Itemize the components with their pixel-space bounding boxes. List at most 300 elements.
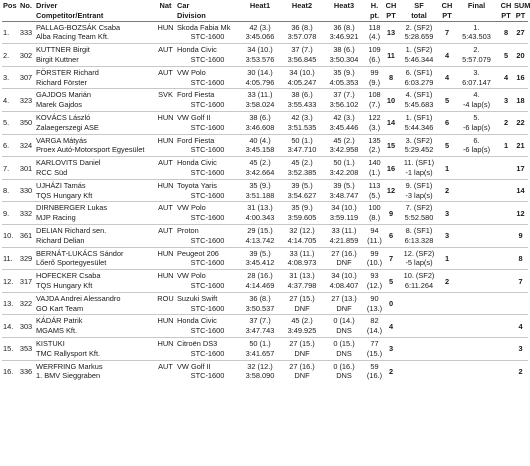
car-model: Proton [176, 224, 239, 235]
championship-points-heats: 5 [384, 270, 398, 293]
heat3-time: DNS [336, 348, 352, 358]
final-position: 3. [454, 66, 499, 77]
championship-points-heats: 12 [384, 179, 398, 202]
sum-points: 14 [513, 179, 528, 202]
final-position [454, 224, 499, 235]
nationality-blank [155, 281, 176, 292]
heat1-time: 3:51.188 [245, 190, 275, 200]
position-cell: 16. [2, 360, 17, 382]
nationality-blank [155, 236, 176, 247]
division-cell: STC-1600 [190, 190, 225, 200]
table-row [2, 134, 528, 145]
heat1-time: 3:45.158 [245, 145, 275, 155]
header-final: Final [454, 0, 499, 21]
heat3-points: 0 (16.) [323, 360, 365, 371]
final-time: 6:07.147 [462, 77, 491, 87]
position-cell: 10. [2, 224, 17, 247]
heat3-time: 3:46.921 [329, 32, 359, 42]
championship-points-heats: 3 [384, 337, 398, 360]
heat2-time: DNF [294, 348, 310, 358]
championship-points-final [499, 202, 513, 225]
heat3-time: DNS [336, 326, 352, 336]
car-number-cell: 301 [17, 157, 35, 180]
car-number-cell: 324 [17, 134, 35, 157]
heat2-time: 3:49.925 [287, 326, 317, 336]
heat1-time: 4:00.343 [245, 213, 275, 223]
heat1-time: 3:41.657 [245, 348, 275, 358]
table-row [2, 270, 528, 281]
division-cell: STC-1600 [190, 326, 225, 336]
header-ch2-label: CH [441, 1, 453, 10]
heat2-time: 4:08.973 [287, 258, 317, 268]
final-time [454, 371, 499, 382]
heat3-time: 3:48.747 [329, 190, 359, 200]
heat2-points: 36 (8.) [281, 21, 323, 32]
table-row [2, 224, 528, 235]
semi-final-time: 5:29.452 [404, 145, 434, 155]
position-cell: 14. [2, 315, 17, 338]
division-cell: STC-1600 [190, 258, 225, 268]
heat2-time: 3:54.627 [287, 190, 317, 200]
final-position [454, 179, 499, 190]
final-time [454, 258, 499, 269]
heat-points-rank: (1.) [368, 167, 381, 177]
heat1-points: 36 (8.) [239, 292, 281, 303]
final-time: -4 lap(s) [462, 100, 491, 110]
entrant-name: MJP Racing [36, 213, 76, 223]
nationality-blank [155, 258, 176, 269]
table-row [2, 157, 528, 168]
heat2-time: 3:59.605 [287, 213, 317, 223]
championship-points-final [499, 157, 513, 180]
championship-points-heats: 14 [384, 111, 398, 134]
nationality-cell: HUN [155, 179, 176, 190]
heat3-points: 27 (13.) [323, 292, 365, 303]
nationality-cell: AUT [155, 360, 176, 371]
header-ch-label: CH [385, 1, 397, 10]
championship-points-heats: 9 [384, 202, 398, 225]
heat3-time: 3:50.304 [329, 54, 359, 64]
position-cell: 8. [2, 179, 17, 202]
championship-points-final [499, 337, 513, 360]
heat3-points: 0 (14.) [323, 315, 365, 326]
entrant-name: Marek Gajdos [36, 100, 83, 110]
sum-points: 4 [513, 315, 528, 338]
heat2-points: 32 (12.) [281, 224, 323, 235]
sum-points: 22 [513, 111, 528, 134]
heat3-time: DNS [336, 371, 352, 381]
car-number-cell: 332 [17, 202, 35, 225]
table-row [2, 202, 528, 213]
entrant-name: Birgit Kuttner [36, 54, 79, 64]
header-total-label: total [411, 10, 427, 20]
nationality-blank [155, 168, 176, 179]
semi-final-time [398, 304, 440, 315]
final-position [454, 202, 499, 213]
heat1-points: 40 (4.) [239, 134, 281, 145]
heat-points-total: 59 [365, 360, 384, 371]
championship-points-semi: 5 [440, 89, 454, 112]
position-cell: 13. [2, 292, 17, 315]
heat1-points: 38 (6.) [239, 111, 281, 122]
final-time [454, 326, 499, 337]
heat3-time: 3:42.958 [329, 145, 359, 155]
championship-points-semi [440, 292, 454, 315]
semi-final-time [398, 371, 440, 382]
championship-points-semi: 5 [440, 134, 454, 157]
car-number-cell: 330 [17, 179, 35, 202]
heat3-points: 34 (10.) [323, 202, 365, 213]
nationality-cell: SVK [155, 89, 176, 100]
driver-name: VAJDA Andrei Alessandro [35, 292, 155, 303]
heat-points-total: 77 [365, 337, 384, 348]
heat2-points: 39 (5.) [281, 179, 323, 190]
car-model: Suzuki Swift [176, 292, 239, 303]
entrant-name: 1. BMV Sieggraben [36, 371, 101, 381]
final-position [454, 292, 499, 303]
header-car-label: Car [177, 1, 190, 10]
heat2-points: 42 (3.) [281, 111, 323, 122]
entrant-name: TQS Hungary Kft [36, 280, 93, 290]
heat-points-rank: (8.) [368, 213, 381, 223]
heat-points-total: 90 [365, 292, 384, 303]
heat1-points: 28 (16.) [239, 270, 281, 281]
heat-points-rank: (16.) [366, 371, 383, 381]
driver-name: KUTTNER Birgit [35, 44, 155, 55]
entrant-name: Richard Delian [36, 235, 85, 245]
header-sf-label: SF [414, 1, 424, 10]
championship-points-final [499, 224, 513, 247]
car-number-cell: 307 [17, 66, 35, 89]
heat1-time: 4:14.469 [245, 280, 275, 290]
sum-points: 16 [513, 66, 528, 89]
entrant-name: GO Kart Team [36, 303, 84, 313]
heat2-points: 27 (15.) [281, 292, 323, 303]
car-model: Honda Civic [176, 157, 239, 168]
heat1-points: 31 (13.) [239, 202, 281, 213]
semi-final-position [398, 360, 440, 371]
heat2-points: 50 (1.) [281, 134, 323, 145]
championship-points-final [499, 315, 513, 338]
nationality-blank [155, 349, 176, 360]
heat-points-total: 109 [365, 44, 384, 55]
sum-points: 27 [513, 21, 528, 44]
division-cell: STC-1600 [190, 235, 225, 245]
heat2-time: 3:52.385 [287, 167, 317, 177]
header-no: No. [17, 0, 35, 21]
heat1-points: 42 (3.) [239, 21, 281, 32]
final-position: 6. [454, 134, 499, 145]
heat2-time: DNF [294, 303, 310, 313]
championship-points-final [499, 270, 513, 293]
sum-points: 9 [513, 224, 528, 247]
division-cell: STC-1600 [190, 100, 225, 110]
table-row [2, 360, 528, 371]
heat3-time: DNF [336, 258, 352, 268]
heat3-time: 4:08.407 [329, 280, 359, 290]
entrant-name: MGAMS Kft. [36, 326, 78, 336]
table-row [2, 66, 528, 77]
position-cell: 3. [2, 66, 17, 89]
heat-points-total: 122 [365, 111, 384, 122]
nationality-blank [155, 371, 176, 382]
heat3-time: 3:59.119 [329, 213, 359, 223]
car-number-cell: 361 [17, 224, 35, 247]
division-cell: STC-1600 [190, 213, 225, 223]
semi-final-position: 8. (SF1) [398, 224, 440, 235]
heat3-points: 37 (7.) [323, 89, 365, 100]
heat2-points: 35 (9.) [281, 202, 323, 213]
heat3-points: 39 (5.) [323, 179, 365, 190]
division-cell: STC-1600 [190, 122, 225, 132]
semi-final-position: 11. (SF1) [398, 157, 440, 168]
championship-points-final: 1 [499, 134, 513, 157]
position-cell: 6. [2, 134, 17, 157]
championship-points-heats: 2 [384, 360, 398, 382]
championship-points-final: 2 [499, 111, 513, 134]
heat2-time: 3:57.078 [287, 32, 317, 42]
heat2-points: 38 (6.) [281, 89, 323, 100]
position-cell: 15. [2, 337, 17, 360]
heat-points-total: 118 [365, 21, 384, 32]
header-sum-label: SUM [514, 1, 530, 10]
sum-points: 2 [513, 360, 528, 382]
semi-final-time: -5 lap(s) [405, 258, 433, 268]
final-time [454, 213, 499, 224]
semi-final-position: 10. (SF2) [398, 270, 440, 281]
heat-points-rank: (6.) [368, 54, 381, 64]
nationality-cell: ROU [155, 292, 176, 303]
semi-final-position: 2. (SF2) [398, 21, 440, 32]
table-row [2, 89, 528, 100]
heat3-time: 3:42.208 [329, 167, 359, 177]
heat3-points: 0 (15.) [323, 337, 365, 348]
heat1-points: 37 (7.) [239, 315, 281, 326]
championship-points-semi: 1 [440, 247, 454, 270]
header-nat: Nat [155, 0, 176, 21]
semi-final-position: 7. (SF2) [398, 202, 440, 213]
entrant-name: TQS Hungary Kft [36, 190, 93, 200]
heat1-points: 32 (12.) [239, 360, 281, 371]
championship-points-heats: 11 [384, 44, 398, 67]
header-heat3: Heat3 [323, 0, 365, 21]
car-model: Ford Fiesta [176, 134, 239, 145]
nationality-cell: AUT [155, 44, 176, 55]
final-position: 1. [454, 21, 499, 32]
table-row [2, 21, 528, 32]
final-time: -6 lap(s) [462, 145, 491, 155]
table-row [2, 315, 528, 326]
semi-final-time [398, 349, 440, 360]
semi-final-time: 5:44.346 [404, 122, 434, 132]
semi-final-time: 6:13.328 [404, 235, 434, 245]
header-heat2: Heat2 [281, 0, 323, 21]
car-model: VW Polo [176, 66, 239, 77]
division-cell: STC-1600 [190, 371, 225, 381]
championship-points-heats: 0 [384, 292, 398, 315]
header-ch-pt-label: PT [386, 10, 396, 20]
final-position [454, 247, 499, 258]
nationality-blank [155, 213, 176, 224]
division-cell: STC-1600 [190, 54, 225, 64]
championship-points-semi [440, 337, 454, 360]
sum-points: 17 [513, 157, 528, 180]
table-row [2, 44, 528, 55]
heat-points-total: 82 [365, 315, 384, 326]
driver-name: DELIAN Richard sen. [35, 224, 155, 235]
semi-final-time: 5:52.580 [404, 213, 434, 223]
division-cell: STC-1600 [190, 145, 225, 155]
heat1-time: 3:45.066 [245, 32, 275, 42]
heat-points-total: 99 [365, 66, 384, 77]
heat3-points: 27 (16.) [323, 247, 365, 258]
heat1-time: 3:50.537 [245, 303, 275, 313]
header-ch3-pt [499, 0, 513, 21]
heat1-time: 4:05.796 [245, 77, 275, 87]
entrant-name: TMC Rallysport Kft. [36, 348, 101, 358]
nationality-blank [155, 78, 176, 89]
championship-points-heats: 10 [384, 89, 398, 112]
championship-points-semi: 4 [440, 44, 454, 67]
final-position [454, 360, 499, 371]
heat3-time: 4:21.859 [329, 235, 359, 245]
heat3-points: 38 (6.) [323, 44, 365, 55]
header-ch2-pt [440, 0, 454, 21]
heat2-points: 27 (15.) [281, 337, 323, 348]
car-number-cell: 302 [17, 44, 35, 67]
header-division-label: Division [177, 10, 206, 20]
championship-points-semi: 4 [440, 66, 454, 89]
semi-final-position: 1. (SF1) [398, 111, 440, 122]
sum-points: 8 [513, 247, 528, 270]
heat-points-rank: (3.) [368, 122, 381, 132]
semi-final-position: 1. (SF2) [398, 44, 440, 55]
semi-final-time [398, 326, 440, 337]
heat-points-total: 94 [365, 224, 384, 235]
championship-points-final: 8 [499, 21, 513, 44]
nationality-cell: HUN [155, 315, 176, 326]
heat-points-rank: (11.) [367, 235, 382, 245]
nationality-blank [155, 100, 176, 111]
final-time [454, 168, 499, 179]
table-row [2, 292, 528, 303]
division-cell: STC-1600 [190, 280, 225, 290]
heat2-time: 3:55.433 [287, 100, 317, 110]
header-pos: Pos [2, 0, 17, 21]
championship-points-final: 5 [499, 44, 513, 67]
heat3-time: 3:56.102 [329, 100, 359, 110]
championship-points-final [499, 360, 513, 382]
heat-points-total: 108 [365, 89, 384, 100]
driver-name: KISTUKI [35, 337, 155, 348]
car-model: Peugeot 206 [176, 247, 239, 258]
heat2-points: 45 (2.) [281, 157, 323, 168]
header-sum-pt [513, 0, 528, 21]
final-position [454, 157, 499, 168]
semi-final-position [398, 337, 440, 348]
position-cell: 7. [2, 157, 17, 180]
driver-name: FÖRSTER Richard [35, 66, 155, 77]
sum-points: 3 [513, 337, 528, 360]
division-cell: STC-1600 [190, 32, 225, 42]
nationality-blank [155, 145, 176, 156]
header-heat-points [365, 0, 384, 21]
car-model: VW Golf II [176, 111, 239, 122]
position-cell: 5. [2, 111, 17, 134]
heat1-points: 50 (1.) [239, 337, 281, 348]
championship-points-heats: 8 [384, 66, 398, 89]
car-model: Citroën DS3 [176, 337, 239, 348]
semi-final-time: 5:28.659 [404, 32, 434, 42]
championship-points-semi: 3 [440, 224, 454, 247]
driver-name: VARGA Mátyás [35, 134, 155, 145]
header-h-label: H. [370, 1, 379, 10]
final-time [454, 349, 499, 360]
header-car [176, 0, 239, 21]
heat-points-rank: (2.) [368, 145, 381, 155]
heat-points-rank: (12.) [366, 280, 383, 290]
heat3-points: 33 (11.) [323, 224, 365, 235]
championship-points-semi: 1 [440, 157, 454, 180]
final-position [454, 315, 499, 326]
championship-points-heats: 6 [384, 224, 398, 247]
championship-points-final: 4 [499, 66, 513, 89]
table-row [2, 111, 528, 122]
semi-final-time: -1 lap(s) [405, 167, 433, 177]
driver-name: KARLOVITS Daniel [35, 157, 155, 168]
car-number-cell: 329 [17, 247, 35, 270]
nationality-blank [155, 123, 176, 134]
heat1-points: 29 (15.) [239, 224, 281, 235]
header-sum-pt-label: PT [515, 10, 526, 20]
sum-points: 20 [513, 44, 528, 67]
sum-points: 18 [513, 89, 528, 112]
nationality-cell: AUT [155, 66, 176, 77]
driver-name: PALLAG-BOZSÁK Csaba [35, 21, 155, 32]
car-number-cell: 350 [17, 111, 35, 134]
nationality-cell: AUT [155, 157, 176, 168]
heat-points-total: 140 [365, 157, 384, 168]
heat1-time: 3:42.664 [245, 167, 275, 177]
heat3-time: 3:45.446 [329, 122, 359, 132]
heat-points-rank: (14.) [366, 326, 383, 336]
final-position: 5. [454, 111, 499, 122]
car-model: VW Polo [176, 270, 239, 281]
heat3-time: DNF [336, 303, 352, 313]
championship-points-semi: 6 [440, 111, 454, 134]
driver-name: KÁDÁR Patrik [35, 315, 155, 326]
championship-points-heats: 13 [384, 21, 398, 44]
car-model: Ford Fiesta [176, 89, 239, 100]
header-driver-label: Driver [36, 1, 58, 10]
header-row [2, 0, 528, 21]
car-model: Toyota Yaris [176, 179, 239, 190]
heat3-time: 4:05.353 [329, 77, 359, 87]
heat-points-rank: (10.) [366, 258, 383, 268]
header-heat1: Heat1 [239, 0, 281, 21]
heat2-points: 37 (7.) [281, 44, 323, 55]
heat2-time: 3:51.535 [287, 122, 317, 132]
position-cell: 11. [2, 247, 17, 270]
heat1-points: 34 (10.) [239, 44, 281, 55]
entrant-name: Zalaegerszegi ASE [36, 122, 99, 132]
sum-points: 21 [513, 134, 528, 157]
championship-points-semi [440, 360, 454, 382]
championship-points-semi: 7 [440, 21, 454, 44]
driver-name: DIRNBERGER Lukas [35, 202, 155, 213]
final-position: 2. [454, 44, 499, 55]
car-number-cell: 336 [17, 360, 35, 382]
